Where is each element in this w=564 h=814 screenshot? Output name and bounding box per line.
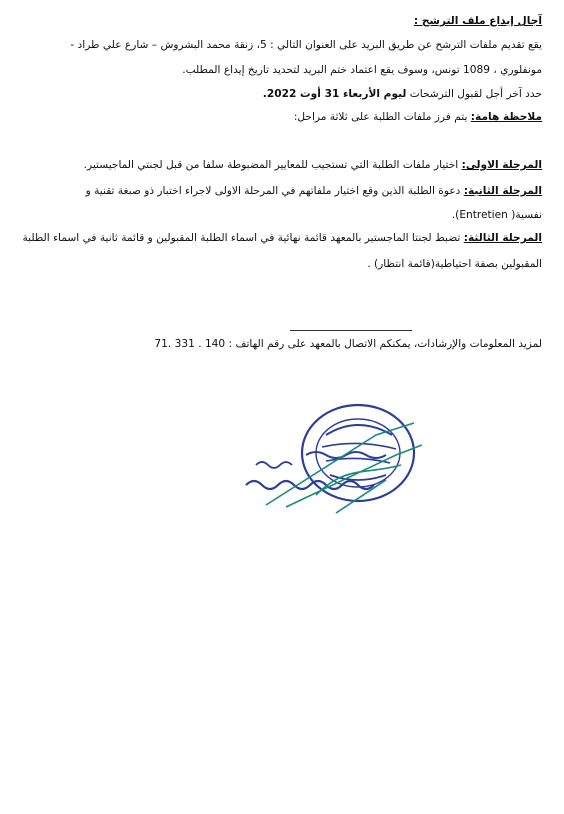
stage-1-label: المرحلة الاولى: — [461, 159, 542, 171]
stage-3-line — [22, 231, 542, 245]
note-label: ملاحظة هامة: — [470, 111, 542, 123]
paragraph-address-line-1: يقع تقديم ملفات الترشح عن طريق البريد على العنوان التالي : 5، زنقة محمد البشروش – شارع علي طراد - — [70, 39, 542, 51]
deadline-prefix: حدد آخر أجل لقبول الترشحات — [409, 88, 542, 100]
contact-line: لمزيد المعلومات والإرشادات، يمكنكم الاتصال بالمعهد على رقم الهاتف : 140 . 331 .71 — [154, 338, 542, 350]
stage-3-label: المرحلة الثالثة: — [463, 232, 542, 244]
note-line — [22, 110, 542, 124]
separator-rule — [290, 330, 412, 331]
stage-2-label: المرحلة الثانية: — [463, 185, 542, 197]
stage-2-line — [22, 184, 542, 198]
stage-2-text: دعوة الطلبة الذين وقع اختيار ملفاتهم في المرحلة الاولى لاجراء اختبار ذو صبغة تقنية و — [85, 185, 461, 197]
note-text: يتم فرز ملفات الطلبة على ثلاثة مراحل: — [293, 111, 468, 123]
stage-1-line — [22, 158, 542, 172]
paragraph-address-line-2: مونفلوري ، 1089 تونس، وسوف يقع اعتماد ختم البريد لتحديد تاريخ إيداع المطلب. — [182, 64, 542, 76]
stage-2-line-2: نفسية( Entretien). — [451, 209, 542, 221]
deadline-line — [22, 87, 542, 101]
stage-1-text: اختيار ملفات الطلبة التي تستجيب للمعايير المضبوطة سلفا من قبل لجنتي الماجيستير. — [83, 159, 459, 171]
stage-3-text: تضبط لجنتا الماجستير بالمعهد قائمة نهائية في اسماء الطلبة المقبولين و قائمة ثانية في اسماء الطلبة — [22, 232, 461, 244]
section-heading: آجال إيداع ملف الترشح : — [413, 15, 542, 27]
deadline-date: ليوم الأربعاء 31 أوت 2022. — [262, 88, 407, 100]
official-stamp-and-signature — [226, 395, 426, 525]
stage-3-line-2: المقبولين بصفة احتياطية(قائمة انتظار) . — [367, 258, 542, 270]
